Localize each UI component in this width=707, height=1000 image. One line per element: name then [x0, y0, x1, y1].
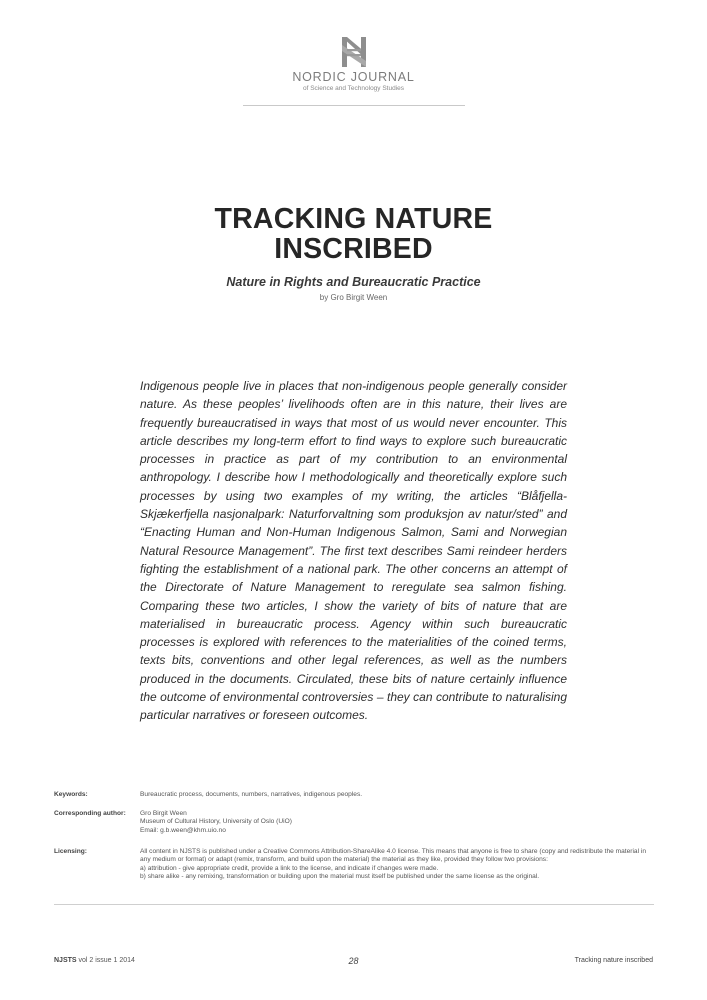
page-number: 28 — [348, 956, 359, 966]
journal-subtitle: of Science and Technology Studies — [302, 85, 405, 92]
title-line-2: INSCRIBED — [274, 233, 433, 265]
footer-journal-abbr: NJSTS — [54, 957, 77, 964]
keywords-label: Keywords: — [54, 791, 88, 798]
author-email[interactable]: Email: g.b.ween@khm.uio.no — [140, 826, 226, 834]
journal-logo-icon — [339, 36, 369, 68]
author-name: Gro Birgit Ween — [140, 810, 187, 817]
journal-name: NORDIC JOURNAL — [292, 70, 415, 84]
license-attribution: a) attribution - give appropriate credit, provide a link to the license, and indicate if changes were made. — [140, 864, 439, 872]
article-byline: by Gro Birgit Ween — [319, 293, 388, 302]
license-text: All content in NJSTS is published under a Creative Commons Attribution-ShareAlike 4.0 license. This means that anyone is free to share (copy and redistribute the material in any medium or format) or adapt (remix, transform, and build upon the material) the material as they like, provided they follow two provisions: — [140, 848, 647, 864]
licensing-label: Licensing: — [54, 848, 87, 855]
abstract: Indigenous people live in places that non-indigenous people generally consider nature. As these peoples’ livelihoods often are in this nature, their lives are frequently bureaucratised in ways that most of us would never encounter. This article describes my long-term effort to find ways to explore such bureaucratic processes in practice as part of my contribution to an environmental anthropology. I describe how I methodologically and theoretically explore such processes by using two examples of my writing, the articles “Blåfjella-Skjækerfjella nasjonalpark: Naturforvaltning som produksjon av natur/sted” and “Enacting Human and Non-Human Indigenous Salmon, Sami and Norwegian Natural Resource Management”. The first text describes Sami reindeer herders fighting the establishment of a national park. The other concerns an attempt of the Directorate of Nature Management to reregulate sea salmon fishing. Comparing these two articles, I show the variety of bits of nature that are materialised in bureaucratic process. Agency within such bureaucratic processes is explored with references to the materialities of the coined terms, texts bits, conventions and other legal references, as well as the numbers produced in the documents. Circulated, these bits of nature certainly influence the outcome of environmental controversies – they can contribute to naturalising particular narratives or foreseen outcomes. — [140, 379, 567, 723]
header-divider — [243, 105, 465, 106]
article-title — [0, 204, 707, 264]
footer-divider — [54, 904, 654, 905]
article-subtitle: Nature in Rights and Bureaucratic Practice — [226, 275, 481, 289]
author-label: Corresponding author: — [54, 810, 126, 817]
author-affiliation: Museum of Cultural History, University of Oslo (UiO) — [140, 818, 292, 826]
title-line-1: TRACKING NATURE — [214, 203, 493, 235]
journal-header — [0, 36, 707, 92]
footer-issue: vol 2 issue 1 2014 — [76, 957, 135, 964]
author-details — [140, 810, 654, 835]
running-title: Tracking nature inscribed — [574, 957, 653, 964]
licensing-details — [140, 848, 654, 882]
license-share-alike: b) share alike - any remixing, transformation or building upon the material must itself be published under the same license as the original. — [140, 873, 540, 881]
keywords-value: Bureaucratic process, documents, numbers, narratives, indigenous peoples. — [140, 791, 363, 798]
